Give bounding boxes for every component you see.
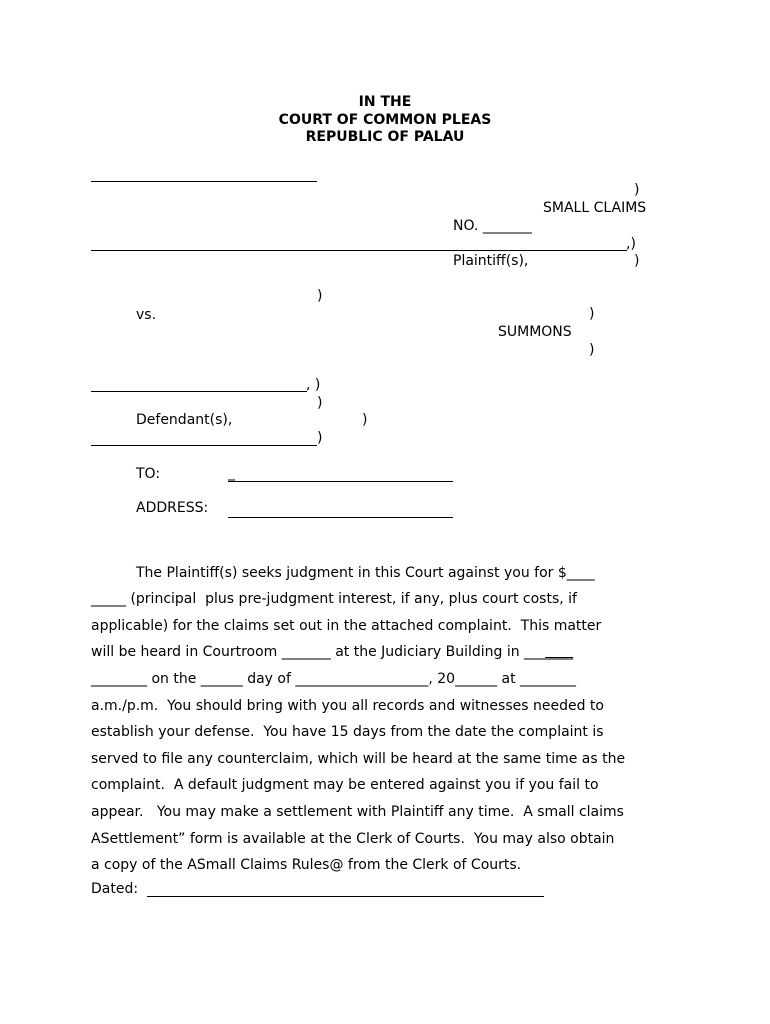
plaintiff-label: Plaintiff(s), xyxy=(453,253,529,269)
caption-paren: ) xyxy=(317,395,323,411)
court-header-line3: REPUBLIC OF PALAU xyxy=(305,129,465,145)
body-line: establish your defense. You have 15 days from the date the complaint is xyxy=(91,724,604,741)
body-line: applicable) for the claims set out in the attached complaint. This matter xyxy=(91,617,602,634)
summons-body xyxy=(91,533,691,905)
defendant-label: Defendant(s), xyxy=(136,412,233,428)
caption-paren: , ) xyxy=(306,377,321,393)
caption-paren: ) xyxy=(589,342,595,358)
body-line-text: will be heard in Courtroom _______ at the Judiciary Building in ___ xyxy=(91,644,546,661)
body-line-underlined: ____ xyxy=(545,644,574,661)
body-line: served to file any counterclaim, which will be heard at the same time as the xyxy=(91,750,626,767)
body-line: complaint. A default judgment may be entered against you if you fail to xyxy=(91,777,599,794)
vs-label: vs. xyxy=(136,307,157,323)
plaintiff-name-line-1[interactable] xyxy=(91,181,317,182)
caption-paren: ,) xyxy=(626,236,636,252)
defendant-name-line-1[interactable] xyxy=(91,391,307,392)
body-line: _____ (principal plus pre-judgment interest, if any, plus court costs, if xyxy=(91,591,577,608)
to-label: TO: xyxy=(136,466,161,482)
plaintiff-name-line-2[interactable] xyxy=(91,250,627,251)
caption-paren: ) xyxy=(317,430,323,446)
summons-title: SUMMONS xyxy=(498,324,572,340)
address-input-line[interactable] xyxy=(228,517,453,518)
body-line: ________ on the ______ day of ___________________, 20______ at ________ xyxy=(91,670,577,687)
body-line: a.m./p.m. You should bring with you all records and witnesses needed to xyxy=(91,697,604,714)
court-header-line1: IN THE xyxy=(358,94,412,110)
to-value: _ xyxy=(228,465,235,481)
body-line: The Plaintiff(s) seeks judgment in this Court against you for $____ xyxy=(136,564,595,581)
address-label: ADDRESS: xyxy=(136,500,209,516)
case-number-field[interactable]: NO. _______ xyxy=(453,218,532,234)
dated-input-line[interactable] xyxy=(147,896,544,897)
court-header-line2: COURT OF COMMON PLEAS xyxy=(278,112,492,128)
caption-paren: ) xyxy=(362,412,368,428)
body-line: ASettlement” form is available at the Clerk of Courts. You may also obtain xyxy=(91,830,615,847)
body-line: appear. You may make a settlement with Plaintiff any time. A small claims xyxy=(91,803,624,820)
body-line xyxy=(91,639,691,666)
caption-paren: ) xyxy=(634,182,640,198)
dated-label: Dated: xyxy=(91,881,139,897)
caption-paren: ) xyxy=(589,306,595,322)
caption-paren: ) xyxy=(317,288,323,304)
defendant-name-line-2[interactable] xyxy=(91,445,317,446)
caption-paren: ) xyxy=(634,253,640,269)
to-input-line[interactable] xyxy=(228,481,453,482)
small-claims-label: SMALL CLAIMS xyxy=(543,200,647,216)
body-line: a copy of the ASmall Claims Rules@ from the Clerk of Courts. xyxy=(91,857,522,874)
